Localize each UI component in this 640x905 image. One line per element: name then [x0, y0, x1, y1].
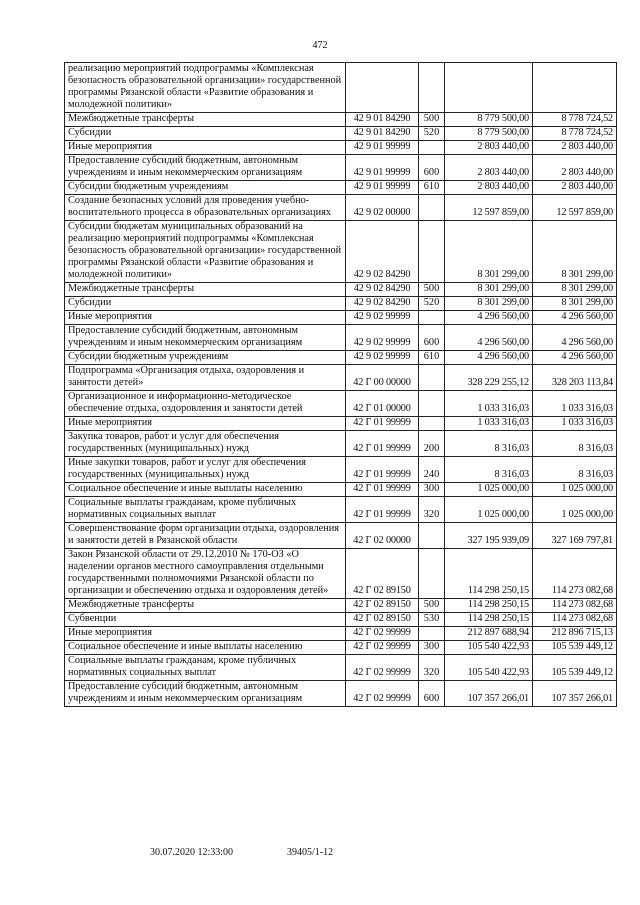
executed-amount: 1 025 000,00 — [533, 483, 617, 497]
target-article-code: 42 Г 02 99999 — [346, 655, 419, 681]
expense-type-code: 200 — [419, 431, 445, 457]
budget-item-name: Иные мероприятия — [65, 311, 346, 325]
target-article-code: 42 Г 02 89150 — [346, 613, 419, 627]
expense-type-code: 600 — [419, 325, 445, 351]
table-row — [65, 127, 617, 141]
executed-amount: 105 539 449,12 — [533, 641, 617, 655]
expense-type-code: 500 — [419, 113, 445, 127]
planned-amount: 107 357 266,01 — [445, 681, 533, 707]
budget-item-name: Социальные выплаты гражданам, кроме публичных нормативных социальных выплат — [65, 497, 346, 523]
table-row — [65, 155, 617, 181]
planned-amount: 4 296 560,00 — [445, 325, 533, 351]
table-row — [65, 497, 617, 523]
budget-item-name: Субсидии — [65, 127, 346, 141]
expense-type-code: 600 — [419, 155, 445, 181]
expense-type-code: 500 — [419, 599, 445, 613]
budget-item-name: Социальное обеспечение и иные выплаты населению — [65, 483, 346, 497]
table-row — [65, 431, 617, 457]
target-article-code: 42 9 02 84290 — [346, 283, 419, 297]
executed-amount — [533, 63, 617, 113]
table-row — [65, 221, 617, 283]
executed-amount: 8 778 724,52 — [533, 127, 617, 141]
target-article-code: 42 9 01 84290 — [346, 113, 419, 127]
target-article-code: 42 9 02 00000 — [346, 195, 419, 221]
executed-amount: 212 896 715,13 — [533, 627, 617, 641]
expense-type-code — [419, 311, 445, 325]
target-article-code: 42 Г 02 89150 — [346, 599, 419, 613]
executed-amount: 327 169 797,81 — [533, 523, 617, 549]
budget-item-name: Субвенции — [65, 613, 346, 627]
expense-type-code: 600 — [419, 681, 445, 707]
expense-type-code: 610 — [419, 181, 445, 195]
executed-amount: 2 803 440,00 — [533, 155, 617, 181]
planned-amount: 4 296 560,00 — [445, 351, 533, 365]
page-number: 472 — [312, 40, 328, 51]
planned-amount: 2 803 440,00 — [445, 155, 533, 181]
budget-item-name: Создание безопасных условий для проведения учебно-воспитательного процесса в образовательных организациях — [65, 195, 346, 221]
table-row — [65, 113, 617, 127]
budget-item-name: Межбюджетные трансферты — [65, 113, 346, 127]
expense-type-code — [419, 417, 445, 431]
target-article-code: 42 Г 01 99999 — [346, 457, 419, 483]
table-row — [65, 365, 617, 391]
budget-item-name: Предоставление субсидий бюджетным, автономным учреждениям и иным некоммерческим организациям — [65, 155, 346, 181]
expense-type-code — [419, 141, 445, 155]
target-article-code: 42 Г 01 99999 — [346, 431, 419, 457]
executed-amount: 8 301 299,00 — [533, 283, 617, 297]
executed-amount: 12 597 859,00 — [533, 195, 617, 221]
table-row — [65, 283, 617, 297]
target-article-code: 42 Г 02 99999 — [346, 681, 419, 707]
planned-amount: 114 298 250,15 — [445, 549, 533, 599]
target-article-code: 42 9 02 99999 — [346, 351, 419, 365]
expense-type-code: 520 — [419, 127, 445, 141]
planned-amount: 1 025 000,00 — [445, 497, 533, 523]
planned-amount: 1 025 000,00 — [445, 483, 533, 497]
budget-item-name: Предоставление субсидий бюджетным, автономным учреждениям и иным некоммерческим организациям — [65, 681, 346, 707]
target-article-code: 42 Г 01 99999 — [346, 417, 419, 431]
expense-type-code — [419, 391, 445, 417]
target-article-code: 42 Г 00 00000 — [346, 365, 419, 391]
planned-amount: 8 779 500,00 — [445, 127, 533, 141]
executed-amount: 4 296 560,00 — [533, 351, 617, 365]
planned-amount: 1 033 316,03 — [445, 417, 533, 431]
executed-amount: 114 273 082,68 — [533, 599, 617, 613]
expense-type-code — [419, 627, 445, 641]
executed-amount: 8 301 299,00 — [533, 297, 617, 311]
table-row — [65, 613, 617, 627]
planned-amount: 8 301 299,00 — [445, 221, 533, 283]
executed-amount: 328 203 113,84 — [533, 365, 617, 391]
table-row — [65, 549, 617, 599]
planned-amount: 8 779 500,00 — [445, 113, 533, 127]
budget-item-name: Субсидии бюджетам муниципальных образований на реализацию мероприятий подпрограммы «Комплексная безопасность образовательной организации» государственной программы Рязанской области «Развитие образования и молодежной политики» — [65, 221, 346, 283]
expense-type-code — [419, 63, 445, 113]
planned-amount: 105 540 422,93 — [445, 655, 533, 681]
budget-item-name: Межбюджетные трансферты — [65, 599, 346, 613]
table-row — [65, 681, 617, 707]
executed-amount: 8 778 724,52 — [533, 113, 617, 127]
planned-amount: 114 298 250,15 — [445, 599, 533, 613]
executed-amount: 1 025 000,00 — [533, 497, 617, 523]
budget-item-name: Социальные выплаты гражданам, кроме публичных нормативных социальных выплат — [65, 655, 346, 681]
planned-amount: 1 033 316,03 — [445, 391, 533, 417]
executed-amount: 8 316,03 — [533, 457, 617, 483]
planned-amount: 4 296 560,00 — [445, 311, 533, 325]
planned-amount: 212 897 688,94 — [445, 627, 533, 641]
expense-type-code: 320 — [419, 655, 445, 681]
expense-type-code: 240 — [419, 457, 445, 483]
target-article-code: 42 Г 02 99999 — [346, 627, 419, 641]
planned-amount: 8 316,03 — [445, 431, 533, 457]
budget-item-name: Межбюджетные трансферты — [65, 283, 346, 297]
budget-item-name: Иные закупки товаров, работ и услуг для обеспечения государственных (муниципальных) нужд — [65, 457, 346, 483]
budget-item-name: Закупка товаров, работ и услуг для обеспечения государственных (муниципальных) нужд — [65, 431, 346, 457]
table-row — [65, 483, 617, 497]
expense-type-code: 300 — [419, 641, 445, 655]
target-article-code: 42 Г 02 89150 — [346, 549, 419, 599]
planned-amount: 327 195 939,09 — [445, 523, 533, 549]
table-row — [65, 311, 617, 325]
budget-item-name: Социальное обеспечение и иные выплаты населению — [65, 641, 346, 655]
table-row — [65, 297, 617, 311]
budget-item-name: Субсидии бюджетным учреждениям — [65, 181, 346, 195]
table-row — [65, 523, 617, 549]
expense-type-code: 320 — [419, 497, 445, 523]
expense-type-code: 300 — [419, 483, 445, 497]
table-row — [65, 641, 617, 655]
table-row — [65, 195, 617, 221]
executed-amount: 114 273 082,68 — [533, 549, 617, 599]
budget-item-name: Субсидии — [65, 297, 346, 311]
executed-amount: 2 803 440,00 — [533, 181, 617, 195]
budget-item-name: Предоставление субсидий бюджетным, автономным учреждениям и иным некоммерческим организациям — [65, 325, 346, 351]
budget-table — [64, 62, 617, 707]
executed-amount: 8 316,03 — [533, 431, 617, 457]
table-row — [65, 391, 617, 417]
budget-item-name: Организационное и информационно-методическое обеспечение отдыха, оздоровления и занятости детей — [65, 391, 346, 417]
planned-amount: 114 298 250,15 — [445, 613, 533, 627]
table-row — [65, 141, 617, 155]
budget-item-name: Совершенствование форм организации отдыха, оздоровления и занятости детей в Рязанской области — [65, 523, 346, 549]
target-article-code: 42 Г 01 00000 — [346, 391, 419, 417]
expense-type-code — [419, 365, 445, 391]
executed-amount: 4 296 560,00 — [533, 325, 617, 351]
planned-amount: 8 301 299,00 — [445, 283, 533, 297]
budget-item-name: Подпрограмма «Организация отдыха, оздоровления и занятости детей» — [65, 365, 346, 391]
target-article-code: 42 9 01 99999 — [346, 141, 419, 155]
expense-type-code: 520 — [419, 297, 445, 311]
planned-amount: 328 229 255,12 — [445, 365, 533, 391]
table-row — [65, 655, 617, 681]
executed-amount: 4 296 560,00 — [533, 311, 617, 325]
executed-amount: 2 803 440,00 — [533, 141, 617, 155]
executed-amount: 114 273 082,68 — [533, 613, 617, 627]
target-article-code: 42 Г 02 00000 — [346, 523, 419, 549]
target-article-code: 42 9 02 99999 — [346, 311, 419, 325]
expense-type-code: 530 — [419, 613, 445, 627]
target-article-code: 42 9 01 99999 — [346, 155, 419, 181]
target-article-code: 42 9 02 84290 — [346, 297, 419, 311]
expense-type-code: 500 — [419, 283, 445, 297]
table-row — [65, 325, 617, 351]
target-article-code: 42 Г 01 99999 — [346, 483, 419, 497]
table-row — [65, 627, 617, 641]
target-article-code: 42 9 02 84290 — [346, 221, 419, 283]
footer-document-code: 39405/1-12 — [287, 847, 334, 858]
budget-table-body — [65, 63, 617, 707]
budget-item-name: Закон Рязанской области от 29.12.2010 № 170-ОЗ «О наделении органов местного самоуправления отдельными государственными полномочиями Рязанской области по организации и обеспечению отдыха и оздоровления детей» — [65, 549, 346, 599]
planned-amount: 105 540 422,93 — [445, 641, 533, 655]
expense-type-code: 610 — [419, 351, 445, 365]
table-row — [65, 457, 617, 483]
planned-amount: 12 597 859,00 — [445, 195, 533, 221]
table-row — [65, 417, 617, 431]
executed-amount: 1 033 316,03 — [533, 391, 617, 417]
budget-item-name: Иные мероприятия — [65, 627, 346, 641]
planned-amount — [445, 63, 533, 113]
target-article-code — [346, 63, 419, 113]
planned-amount: 8 316,03 — [445, 457, 533, 483]
expense-type-code — [419, 549, 445, 599]
budget-item-name: Субсидии бюджетным учреждениям — [65, 351, 346, 365]
target-article-code: 42 Г 01 99999 — [346, 497, 419, 523]
planned-amount: 2 803 440,00 — [445, 181, 533, 195]
table-row — [65, 599, 617, 613]
executed-amount: 1 033 316,03 — [533, 417, 617, 431]
expense-type-code — [419, 523, 445, 549]
budget-item-name: Иные мероприятия — [65, 141, 346, 155]
target-article-code: 42 9 01 84290 — [346, 127, 419, 141]
footer-timestamp: 30.07.2020 12:33:00 — [150, 847, 234, 858]
target-article-code: 42 9 02 99999 — [346, 325, 419, 351]
table-row — [65, 181, 617, 195]
target-article-code: 42 Г 02 99999 — [346, 641, 419, 655]
planned-amount: 2 803 440,00 — [445, 141, 533, 155]
planned-amount: 8 301 299,00 — [445, 297, 533, 311]
expense-type-code — [419, 195, 445, 221]
budget-item-name: Иные мероприятия — [65, 417, 346, 431]
executed-amount: 105 539 449,12 — [533, 655, 617, 681]
executed-amount: 8 301 299,00 — [533, 221, 617, 283]
budget-item-name: реализацию мероприятий подпрограммы «Комплексная безопасность образовательной организации» государственной программы Рязанской области «Развитие образования и молодежной политики» — [65, 63, 346, 113]
expense-type-code — [419, 221, 445, 283]
executed-amount: 107 357 266,01 — [533, 681, 617, 707]
table-row — [65, 63, 617, 113]
table-row — [65, 351, 617, 365]
target-article-code: 42 9 01 99999 — [346, 181, 419, 195]
